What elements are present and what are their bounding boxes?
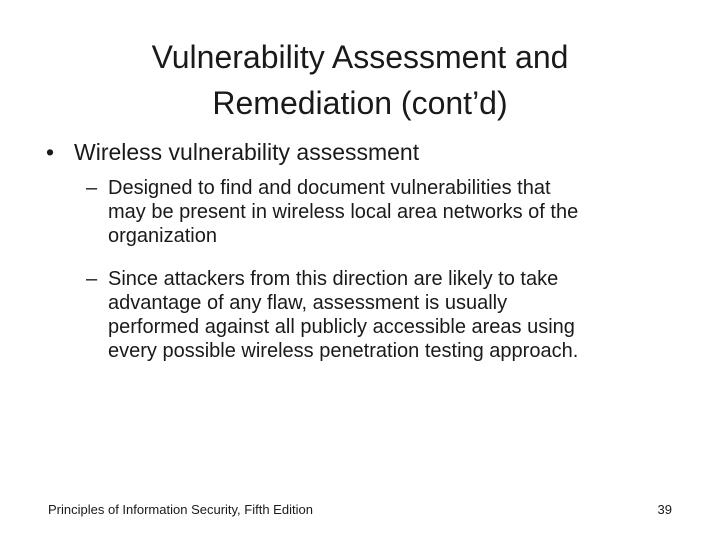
sub-bullet-line: every possible wireless penetration testing approach. <box>108 340 579 362</box>
sub-bullet-line: may be present in wireless local area networks of the <box>108 201 579 223</box>
page-number: 39 <box>657 502 672 517</box>
bullet-text: Wireless vulnerability assessment <box>74 139 420 165</box>
sub-bullet-marker: – <box>86 268 98 290</box>
slide-title <box>0 34 720 126</box>
footer-source: Principles of Information Security, Fifth Edition <box>48 502 313 517</box>
bullet-marker: • <box>46 139 55 165</box>
sub-bullet-line: advantage of any flaw, assessment is usually <box>108 292 508 314</box>
title-line-1: Vulnerability Assessment and <box>151 39 569 75</box>
title-line-2: Remediation (cont’d) <box>212 85 508 121</box>
sub-bullet-line: organization <box>108 225 217 247</box>
sub-bullet-item <box>86 267 686 363</box>
sub-bullet-line: Designed to find and document vulnerabilities that <box>108 177 551 199</box>
sub-bullet-marker: – <box>86 177 98 199</box>
sub-bullet-item <box>86 176 686 248</box>
sub-bullet-line: Since attackers from this direction are likely to take <box>108 268 559 290</box>
sub-bullet-line: performed against all publicly accessible areas using <box>108 316 575 338</box>
